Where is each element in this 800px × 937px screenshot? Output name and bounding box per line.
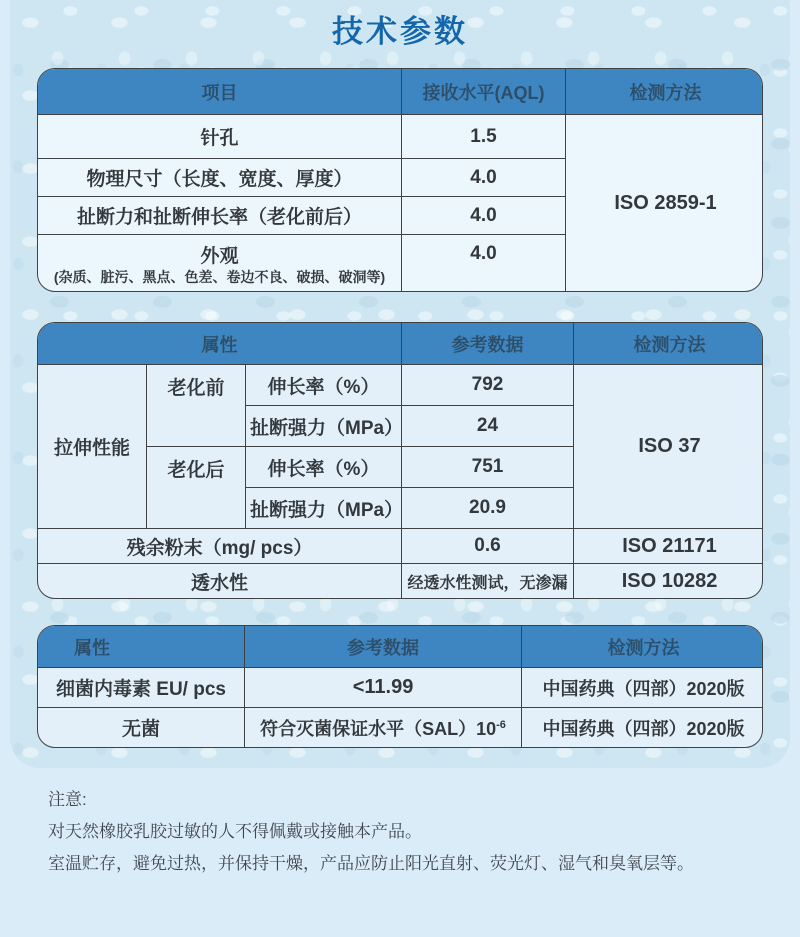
- notes-heading: 注意:: [48, 790, 87, 809]
- property-name-cell: 扯断强力（MPa）: [246, 488, 402, 529]
- method-cell: ISO 10282: [574, 564, 764, 599]
- property-name-cell: 伸长率（%）: [246, 447, 402, 488]
- ref-cell: <11.99: [245, 668, 522, 708]
- property-value-cell: 24: [402, 406, 574, 447]
- water-value-cell: 经透水性测试，无渗漏: [402, 564, 574, 599]
- item-cell: 物理尺寸（长度、宽度、厚度）: [38, 159, 402, 197]
- property-name-cell: 扯断强力（MPa）: [246, 406, 402, 447]
- aql-cell: 1.5: [402, 115, 566, 159]
- method-cell: 中国药典（四部）2020版: [522, 708, 764, 748]
- property-name-cell: 伸长率（%）: [246, 365, 402, 406]
- attr-cell: 无菌: [38, 708, 245, 748]
- water-label-cell: 透水性: [38, 564, 402, 599]
- col-header-aql: 接收水平(AQL): [402, 69, 566, 115]
- property-value-cell: 20.9: [402, 488, 574, 529]
- col-header-method: 检测方法: [522, 626, 764, 668]
- aql-table: [37, 68, 763, 292]
- powder-value-cell: 0.6: [402, 529, 574, 564]
- powder-label-cell: 残余粉末（mg/ pcs）: [38, 529, 402, 564]
- table-header-row: [38, 69, 764, 115]
- item-cell: 扯断力和扯断伸长率（老化前后）: [38, 197, 402, 235]
- table-header-row: [38, 323, 764, 365]
- after-aging-cell: 老化后: [147, 447, 246, 529]
- table-header-row: [38, 626, 764, 668]
- aql-cell: 4.0: [402, 197, 566, 235]
- method-cell: 中国药典（四部）2020版: [522, 668, 764, 708]
- aql-cell: 4.0: [402, 159, 566, 197]
- table-row: [38, 365, 764, 406]
- ref-text: 符合灭菌保证水平（SAL）10: [260, 718, 497, 739]
- ref-cell: [245, 708, 522, 748]
- table-row: [38, 564, 764, 599]
- item-sub-label: (杂质、脏污、黑点、色差、卷边不良、破损、破洞等): [53, 268, 386, 285]
- sterility-table: [37, 625, 763, 748]
- table-row: [38, 115, 764, 159]
- col-header-method: 检测方法: [574, 323, 764, 365]
- col-header-ref: 参考数据: [402, 323, 574, 365]
- col-header-item: 项目: [38, 69, 402, 115]
- before-aging-cell: 老化前: [147, 365, 246, 447]
- aql-cell: 4.0: [402, 235, 566, 292]
- item-cell: 针孔: [38, 115, 402, 159]
- ref-superscript: -6: [496, 718, 506, 731]
- attr-cell: 细菌内毒素 EU/ pcs: [38, 668, 245, 708]
- method-cell: ISO 37: [574, 365, 764, 529]
- col-header-attr: 属性: [38, 626, 245, 668]
- table-row: [38, 529, 764, 564]
- col-header-attr: 属性: [38, 323, 402, 365]
- properties-table: [37, 322, 763, 599]
- item-cell: [38, 235, 402, 292]
- note-line: 对天然橡胶乳胶过敏的人不得佩戴或接触本产品。: [48, 822, 422, 841]
- col-header-method: 检测方法: [566, 69, 764, 115]
- page-title: 技术参数: [332, 14, 468, 49]
- col-header-ref: 参考数据: [245, 626, 522, 668]
- table-row: [38, 708, 764, 748]
- note-line: 室温贮存，避免过热，并保持干燥，产品应防止阳光直射、荧光灯、湿气和臭氧层等。: [48, 854, 694, 873]
- tensile-label-cell: 拉伸性能: [38, 365, 147, 529]
- item-main-label: 外观: [200, 245, 239, 267]
- property-value-cell: 792: [402, 365, 574, 406]
- table-row: [38, 668, 764, 708]
- method-cell: ISO 2859-1: [566, 115, 764, 292]
- property-value-cell: 751: [402, 447, 574, 488]
- method-cell: ISO 21171: [574, 529, 764, 564]
- notes-section: [48, 784, 768, 880]
